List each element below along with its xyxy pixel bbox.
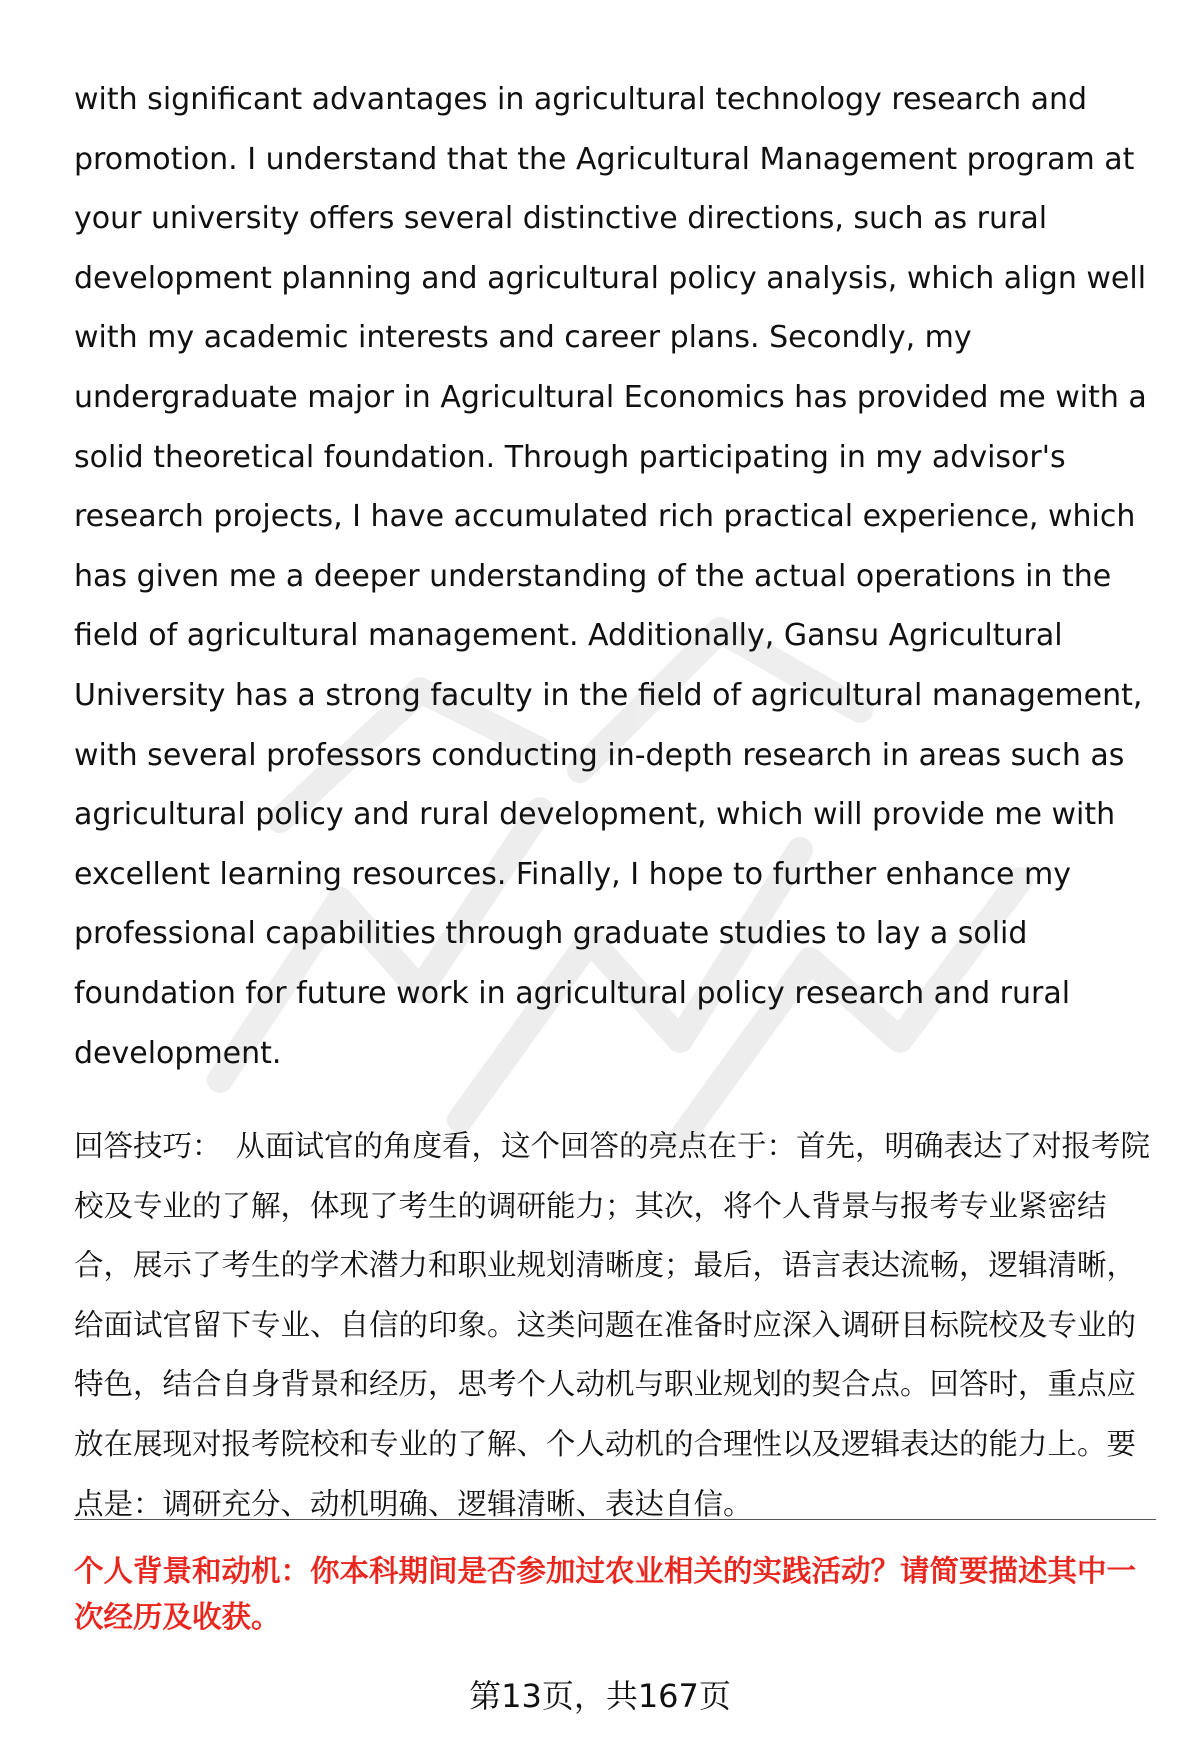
answer-tips — [74, 1117, 1164, 1534]
tips-text: 从面试官的角度看，这个回答的亮点在于：首先，明确表达了对报考院校及专业的了解，体现了考生的调研能力；其次，将个人背景与报考专业紧密结合，展示了考生的学术潜力和职业规划清晰度；最后，语言表达流畅，逻辑清晰，给面试官留下专业、自信的印象。这类问题在准备时应深入调研目标院校及专业的特色，结合自身背景和经历，思考个人动机与职业规划的契合点。回答时，重点应放在展现对报考院校和专业的了解、个人动机的合理性以及逻辑表达的能力上。要点是：调研充分、动机明确、逻辑清晰、表达自信。 — [74, 1129, 1151, 1521]
page-content — [74, 70, 1164, 1534]
next-question: 个人背景和动机：你本科期间是否参加过农业相关的实践活动？请简要描述其中一次经历及收获。 — [74, 1554, 1137, 1634]
page-number: 第13页，共167页 — [469, 1677, 731, 1715]
section-divider — [74, 1519, 1156, 1520]
tips-label: 回答技巧： — [74, 1129, 222, 1164]
answer-text: with significant advantages in agricultural technology research and promotion. I understand that the Agricultural Management program at your university offers several distinctive directions, such as rural development planning and agricultural policy analysis, which align well with my academic interests and career plans. Secondly, my undergraduate major in Agricultural Economics has provided me with a solid theoretical foundation. Through participating in my advisor's research projects, I have accumulated rich practical experience, which has given me a deeper understanding of the actual operations in the field of agricultural management. Additionally, Gansu Agricultural University has a strong faculty in the field of agricultural management, with several professors conducting in-depth research in areas such as agricultural policy and rural development, which will provide me with excellent learning resources. Finally, I hope to further enhance my professional capabilities through graduate studies to lay a solid foundation for future work in agricultural policy research and rural development. — [74, 82, 1147, 1071]
